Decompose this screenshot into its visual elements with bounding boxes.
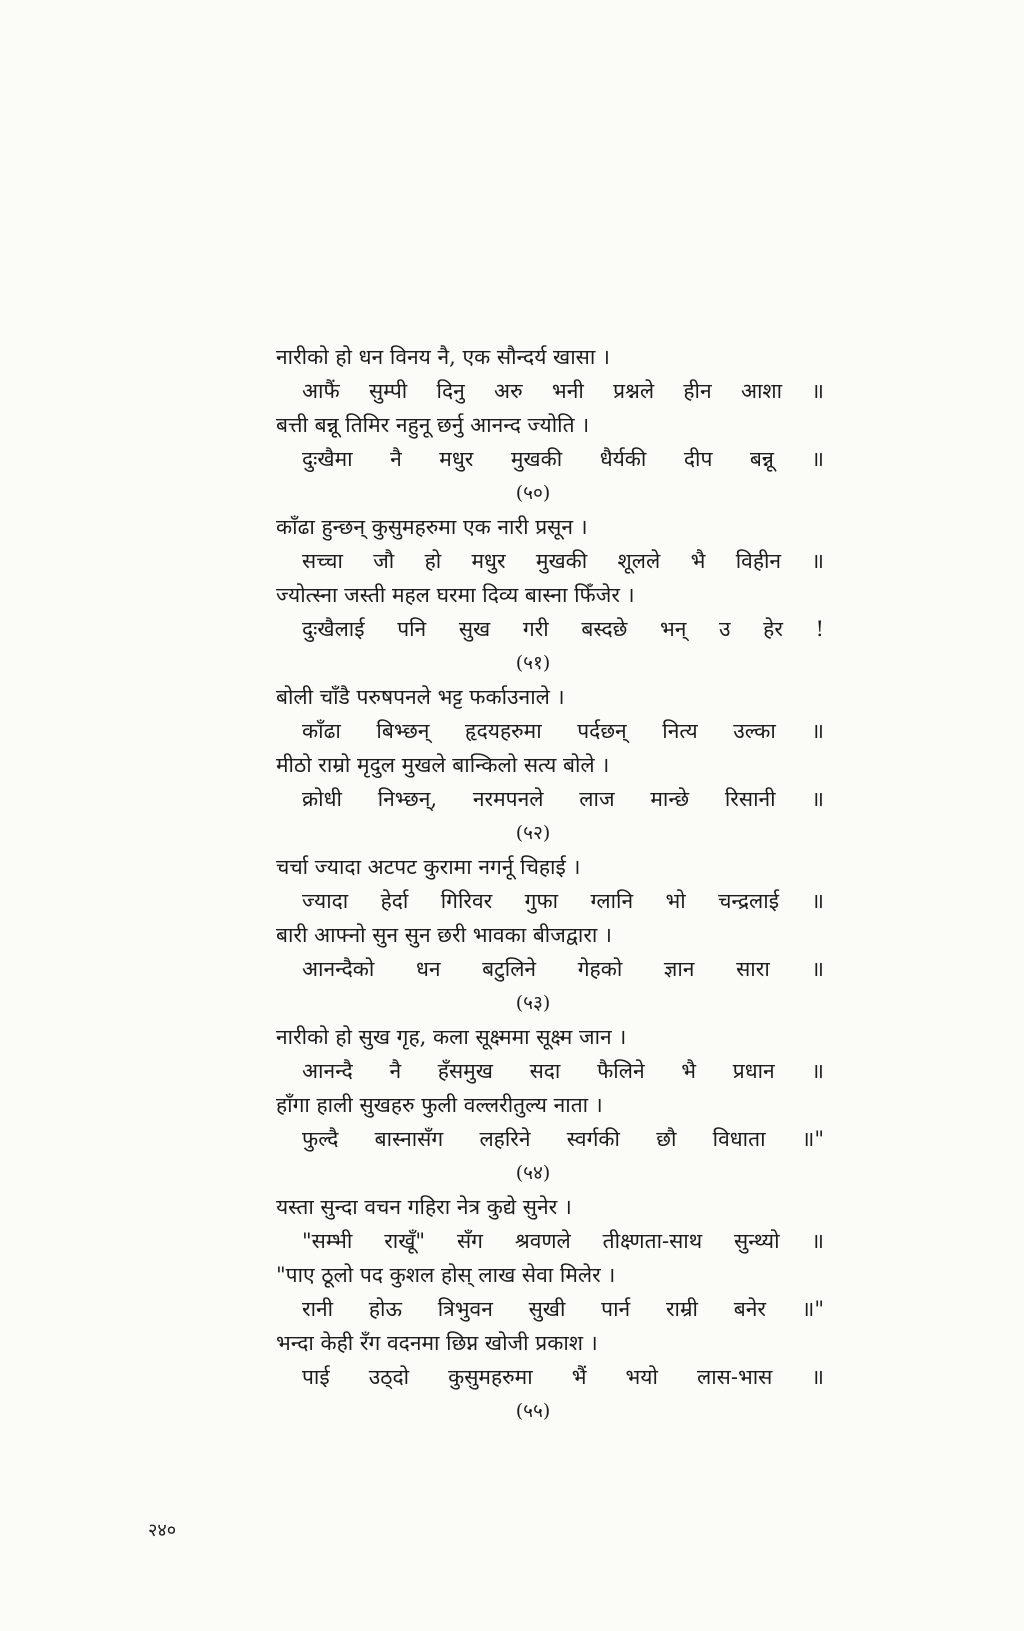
verse-line: "सम्भी राखूँ" सँग श्रवणले तीक्ष्णता-साथ सुन्थ्यो ॥ xyxy=(302,1229,824,1253)
verse-line: काँढा हुन्छन् कुसुमहरुमा एक नारी प्रसून । xyxy=(276,515,588,539)
stanza-51 xyxy=(276,510,824,680)
verse-line: आनन्दै नै हँसमुख सदा फैलिने भै प्रधान ॥ xyxy=(302,1059,824,1083)
stanza-50 xyxy=(276,340,824,510)
verse-line: नारीको हो सुख गृह, कला सूक्ष्ममा सूक्ष्म जान । xyxy=(276,1025,627,1049)
verse-line: रानी होऊ त्रिभुवन सुखी पार्न राम्री बनेर ॥" xyxy=(302,1297,824,1321)
stanza-53 xyxy=(276,850,824,1020)
verse-line: चर्चा ज्यादा अटपट कुरामा नगर्नू चिहाई । xyxy=(276,855,581,879)
verse-line: बोली चाँडै परुषपनले भट्ट फर्काउनाले । xyxy=(276,685,565,709)
verse-line: दुःखैमा नै मधुर मुखकी धैर्यकी दीप बन्नू ॥ xyxy=(302,447,824,471)
verse-line: फुल्दै बास्नासँग लहरिने स्वर्गकी छौ विधाता ॥" xyxy=(302,1127,824,1151)
verse-line: क्रोधी निभ्छन्, नरमपनले लाज मान्छे रिसानी ॥ xyxy=(302,787,824,811)
verse-line: भन्दा केही रँग वदनमा छिप्न खोजी प्रकाश । xyxy=(276,1331,598,1355)
verse-line: नारीको हो धन विनय नै, एक सौन्दर्य खासा । xyxy=(276,345,610,369)
verse-line: बारी आफ्नो सुन सुन छरी भावका बीजद्वारा । xyxy=(276,923,613,947)
page-number: २४० xyxy=(148,1520,177,1541)
verse-number: (५३) xyxy=(515,992,551,1014)
verse-line: काँढा बिभ्छन् हृदयहरुमा पर्दछन् नित्य उल्का ॥ xyxy=(302,719,824,743)
verse-number: (५२) xyxy=(515,822,551,844)
verse-line: दुःखैलाई पनि सुख गरी बस्दछे भन् उ हेर ! xyxy=(302,617,824,641)
stanza-52 xyxy=(276,680,824,850)
verse-line: आनन्दैको धन बटुलिने गेहको ज्ञान सारा ॥ xyxy=(302,957,824,981)
verse-line: ज्योत्स्ना जस्ती महल घरमा दिव्य बास्ना फिँजेर । xyxy=(276,583,635,607)
verse-line: "पाए ठूलो पद कुशल होस् लाख सेवा मिलेर । xyxy=(276,1263,616,1287)
verse-number: (५१) xyxy=(515,652,551,674)
stanza-55 xyxy=(276,1190,824,1428)
stanza-54 xyxy=(276,1020,824,1190)
verse-line: बत्ती बन्नू तिमिर नहुनू छर्नु आनन्द ज्योति । xyxy=(276,413,590,437)
poem-body xyxy=(276,340,824,1428)
verse-line: यस्ता सुन्दा वचन गहिरा नेत्र कुद्ये सुनेर । xyxy=(276,1195,572,1219)
verse-line: आफैं सुम्पी दिनु अरु भनी प्रश्नले हीन आशा ॥ xyxy=(302,379,824,403)
verse-line: पाई उठ्दो कुसुमहरुमा भैं भयो लास-भास ॥ xyxy=(302,1365,824,1389)
verse-number: (५०) xyxy=(515,482,551,504)
verse-number: (५५) xyxy=(515,1400,551,1422)
verse-line: ज्यादा हेर्दा गिरिवर गुफा ग्लानि भो चन्द्रलाई ॥ xyxy=(302,889,824,913)
verse-line: हाँगा हाली सुखहरु फुली वल्लरीतुल्य नाता । xyxy=(276,1093,603,1117)
verse-line: सच्चा जौ हो मधुर मुखकी शूलले भै विहीन ॥ xyxy=(302,549,824,573)
verse-line: मीठो राम्रो मृदुल मुखले बान्किलो सत्य बोले । xyxy=(276,753,610,777)
verse-number: (५४) xyxy=(515,1162,551,1184)
